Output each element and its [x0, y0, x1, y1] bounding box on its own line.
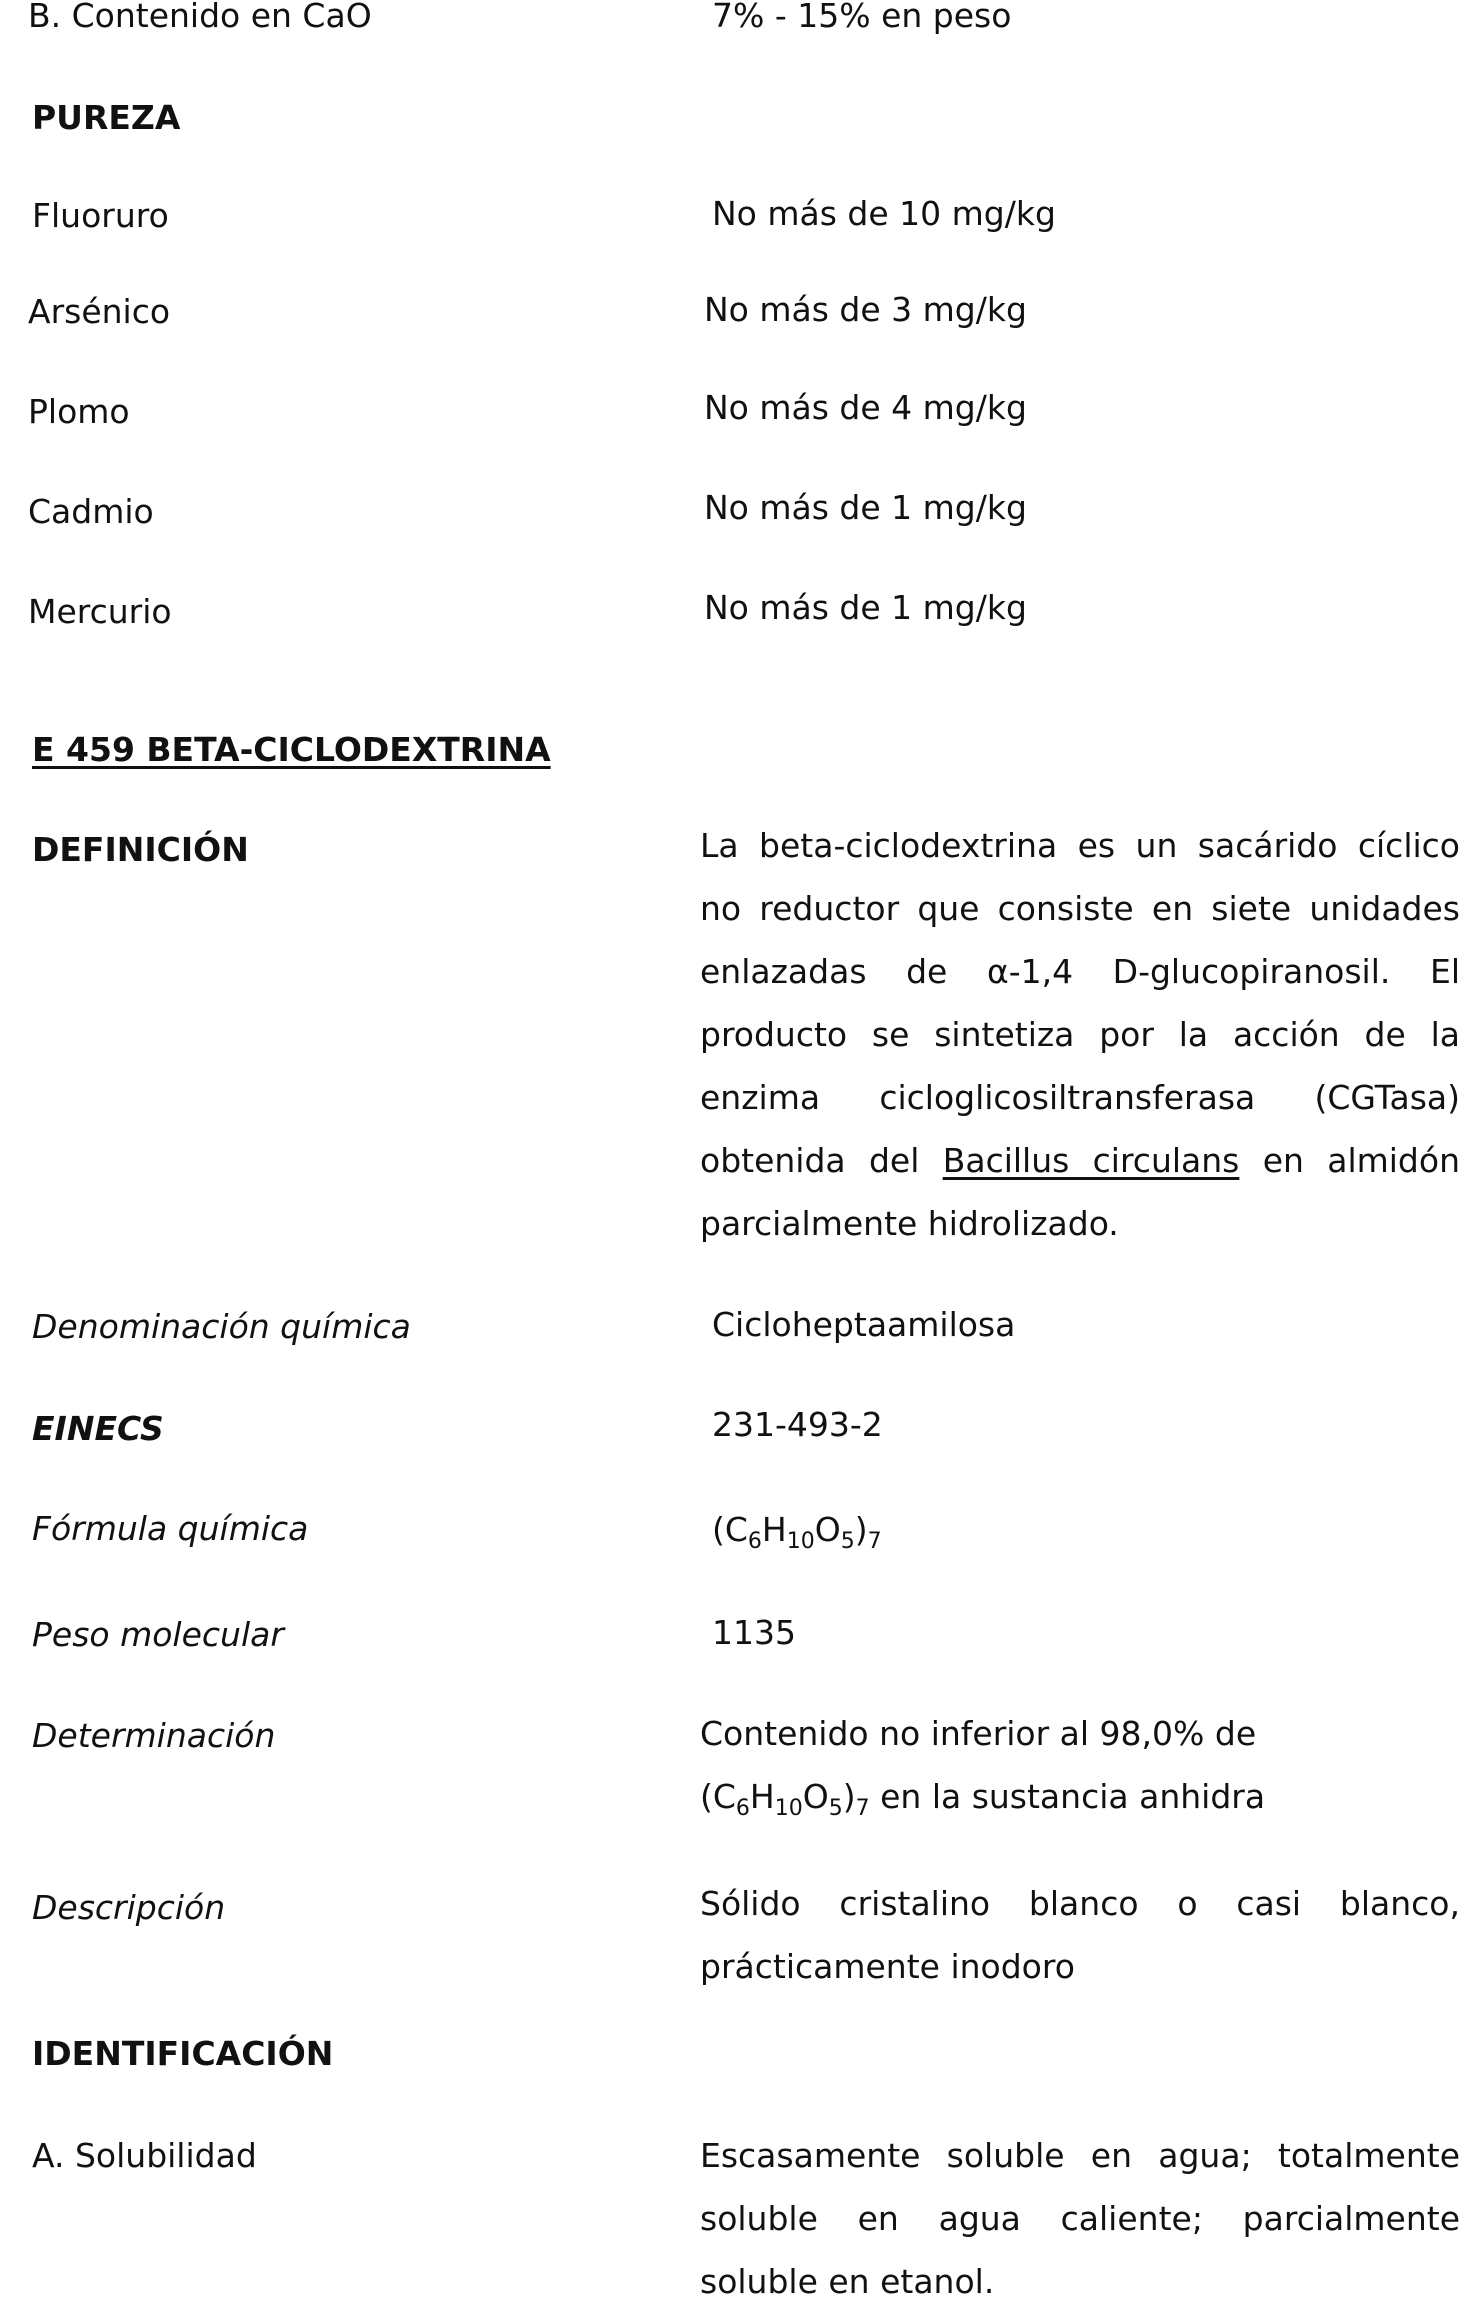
- section-title: E 459 BETA-CICLODEXTRINA: [32, 730, 551, 769]
- organism-name: Bacillus circulans: [942, 1141, 1240, 1180]
- value-cadmio: No más de 1 mg/kg: [704, 488, 1027, 527]
- label-contenido-cao: B. Contenido en CaO: [28, 0, 372, 35]
- value-mercurio: No más de 1 mg/kg: [704, 588, 1027, 627]
- value-descripcion: Sólido cristalino blanco o casi blanco, prácticamente inodoro: [700, 1884, 1460, 1986]
- label-denominacion: Denominación química: [32, 1307, 411, 1346]
- label-peso: Peso molecular: [32, 1615, 284, 1654]
- value-formula: $(C_6H_{10}O_5)_7$: [712, 1510, 882, 1554]
- value-fluoruro: No más de 10 mg/kg: [712, 194, 1056, 233]
- definicion-text-b: en almidón parcialmente hidrolizado.: [700, 1141, 1460, 1243]
- label-arsenico: Arsénico: [28, 292, 171, 331]
- definicion-text-a: La beta-ciclodextrina es un sacárido cíclico no reductor que consiste en siete unidades enlazadas de α-1,4 D-glucopiranosil. El producto se sintetiza por la acción de la enzima cicloglicosiltransferasa (CGTasa) obtenida del: [700, 826, 1460, 1180]
- label-descripcion: Descripción: [32, 1888, 226, 1927]
- label-plomo: Plomo: [28, 392, 130, 431]
- heading-pureza: PUREZA: [32, 98, 181, 137]
- label-formula: Fórmula química: [32, 1509, 309, 1548]
- label-mercurio: Mercurio: [28, 592, 172, 631]
- value-peso: 1135: [712, 1613, 796, 1652]
- label-solubilidad: A. Solubilidad: [32, 2136, 257, 2175]
- value-denominacion: Cicloheptaamilosa: [712, 1305, 1016, 1344]
- label-cadmio: Cadmio: [28, 492, 154, 531]
- label-determinacion: Determinación: [32, 1716, 276, 1755]
- value-einecs: 231-493-2: [712, 1405, 883, 1444]
- value-solubilidad: Escasamente soluble en agua; totalmente soluble en agua caliente; parcialmente soluble en etanol.: [700, 2136, 1460, 2301]
- value-determinacion: Contenido no inferior al 98,0% de $(C_6H_{10}O_5)_7$ en la sustancia anhidra: [700, 1714, 1266, 1821]
- value-contenido-cao: 7% - 15% en peso: [712, 0, 1012, 35]
- value-arsenico: No más de 3 mg/kg: [704, 290, 1027, 329]
- label-definicion: DEFINICIÓN: [32, 830, 249, 869]
- label-einecs: EINECS: [32, 1409, 164, 1448]
- heading-identificacion: IDENTIFICACIÓN: [32, 2034, 334, 2073]
- label-fluoruro: Fluoruro: [32, 196, 169, 235]
- value-plomo: No más de 4 mg/kg: [704, 388, 1027, 427]
- definicion-text: [700, 814, 1460, 1255]
